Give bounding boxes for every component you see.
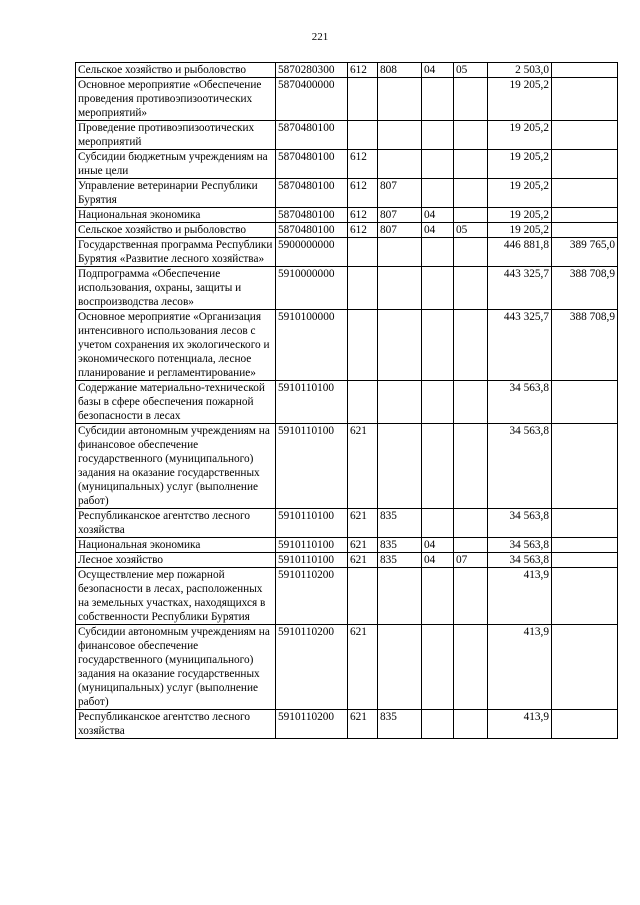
cell-subsection [454, 381, 488, 424]
cell-expense-type: 621 [348, 625, 378, 710]
table-row [76, 424, 618, 509]
cell-sum-1: 34 563,8 [488, 381, 552, 424]
cell-target-article: 5870480100 [276, 223, 348, 238]
cell-target-article: 5910110200 [276, 710, 348, 739]
cell-section: 04 [422, 553, 454, 568]
cell-sum-1: 19 205,2 [488, 223, 552, 238]
cell-administrator [378, 121, 422, 150]
cell-sum-1: 2 503,0 [488, 63, 552, 78]
table-row [76, 710, 618, 739]
cell-target-article: 5910110200 [276, 568, 348, 625]
cell-administrator [378, 310, 422, 381]
cell-expense-type [348, 381, 378, 424]
cell-sum-2 [552, 538, 618, 553]
cell-name: Основное мероприятие «Обеспечение проведения противоэпизоотических мероприятий» [76, 78, 276, 121]
cell-name: Сельское хозяйство и рыболовство [76, 223, 276, 238]
cell-sum-2 [552, 553, 618, 568]
cell-sum-1: 413,9 [488, 710, 552, 739]
cell-target-article: 5870400000 [276, 78, 348, 121]
cell-subsection [454, 710, 488, 739]
cell-sum-1: 19 205,2 [488, 179, 552, 208]
cell-subsection: 05 [454, 223, 488, 238]
cell-section [422, 509, 454, 538]
cell-subsection [454, 424, 488, 509]
cell-name: Проведение противоэпизоотических мероприятий [76, 121, 276, 150]
cell-sum-1: 443 325,7 [488, 267, 552, 310]
table-row [76, 208, 618, 223]
table-row [76, 553, 618, 568]
cell-sum-1: 34 563,8 [488, 509, 552, 538]
cell-expense-type: 612 [348, 208, 378, 223]
cell-administrator [378, 78, 422, 121]
cell-subsection [454, 538, 488, 553]
cell-expense-type: 612 [348, 223, 378, 238]
table-row [76, 78, 618, 121]
cell-subsection [454, 267, 488, 310]
cell-administrator: 835 [378, 710, 422, 739]
cell-administrator [378, 625, 422, 710]
cell-sum-2 [552, 121, 618, 150]
cell-sum-2 [552, 150, 618, 179]
page-number: 221 [311, 31, 329, 43]
cell-sum-1: 34 563,8 [488, 553, 552, 568]
cell-target-article: 5870480100 [276, 150, 348, 179]
cell-sum-1: 34 563,8 [488, 424, 552, 509]
cell-name: Субсидии автономным учреждениям на финансовое обеспечение государственного (муниципального) задания на оказание государственных (муниципальных) услуг (выполнение работ) [76, 625, 276, 710]
table-row [76, 150, 618, 179]
cell-target-article: 5910110100 [276, 509, 348, 538]
cell-subsection: 07 [454, 553, 488, 568]
cell-administrator: 807 [378, 179, 422, 208]
cell-administrator: 807 [378, 208, 422, 223]
cell-sum-1: 413,9 [488, 625, 552, 710]
cell-expense-type: 621 [348, 710, 378, 739]
cell-administrator [378, 150, 422, 179]
cell-administrator: 835 [378, 553, 422, 568]
table-row [76, 625, 618, 710]
cell-section [422, 150, 454, 179]
table-row [76, 509, 618, 538]
cell-name: Подпрограмма «Обеспечение использования, охраны, защиты и воспроизводства лесов» [76, 267, 276, 310]
cell-expense-type: 621 [348, 509, 378, 538]
cell-name: Субсидии бюджетным учреждениям на иные цели [76, 150, 276, 179]
table-row [76, 223, 618, 238]
cell-subsection: 05 [454, 63, 488, 78]
cell-section [422, 710, 454, 739]
table-row [76, 568, 618, 625]
cell-name: Основное мероприятие «Организация интенсивного использования лесов с учетом сохранения их экологического и экономического потенциала, лесное планирование и регламентирование» [76, 310, 276, 381]
cell-target-article: 5870480100 [276, 208, 348, 223]
cell-section [422, 238, 454, 267]
table-row [76, 179, 618, 208]
cell-expense-type: 621 [348, 538, 378, 553]
cell-sum-2 [552, 625, 618, 710]
table-row [76, 63, 618, 78]
cell-subsection [454, 150, 488, 179]
cell-sum-1: 446 881,8 [488, 238, 552, 267]
cell-sum-2 [552, 179, 618, 208]
cell-sum-1: 19 205,2 [488, 121, 552, 150]
cell-name: Управление ветеринарии Республики Бурятия [76, 179, 276, 208]
cell-subsection [454, 625, 488, 710]
cell-name: Республиканское агентство лесного хозяйства [76, 710, 276, 739]
cell-section [422, 121, 454, 150]
cell-sum-2 [552, 381, 618, 424]
cell-target-article: 5910110100 [276, 381, 348, 424]
cell-target-article: 5910110200 [276, 625, 348, 710]
cell-sum-2 [552, 223, 618, 238]
cell-section [422, 310, 454, 381]
budget-table [75, 62, 618, 739]
cell-target-article: 5910100000 [276, 310, 348, 381]
cell-subsection [454, 238, 488, 267]
cell-expense-type: 621 [348, 553, 378, 568]
cell-sum-1: 19 205,2 [488, 208, 552, 223]
cell-name: Осуществление мер пожарной безопасности в лесах, расположенных на земельных участках, находящихся в собственности Республики Бурятия [76, 568, 276, 625]
cell-sum-2 [552, 63, 618, 78]
cell-sum-1: 34 563,8 [488, 538, 552, 553]
cell-target-article: 5870280300 [276, 63, 348, 78]
cell-expense-type [348, 121, 378, 150]
cell-sum-1: 19 205,2 [488, 78, 552, 121]
cell-sum-2: 388 708,9 [552, 310, 618, 381]
cell-sum-2 [552, 568, 618, 625]
cell-section [422, 381, 454, 424]
cell-target-article: 5910000000 [276, 267, 348, 310]
cell-target-article: 5870480100 [276, 179, 348, 208]
cell-name: Содержание материально-технической базы в сфере обеспечения пожарной безопасности в лесах [76, 381, 276, 424]
cell-name: Субсидии автономным учреждениям на финансовое обеспечение государственного (муниципального) задания на оказание государственных (муниципальных) услуг (выполнение работ) [76, 424, 276, 509]
table-row [76, 238, 618, 267]
cell-expense-type: 612 [348, 150, 378, 179]
cell-sum-2 [552, 424, 618, 509]
cell-section [422, 179, 454, 208]
cell-section: 04 [422, 63, 454, 78]
cell-administrator [378, 424, 422, 509]
cell-subsection [454, 310, 488, 381]
table-row [76, 538, 618, 553]
cell-subsection [454, 208, 488, 223]
cell-name: Сельское хозяйство и рыболовство [76, 63, 276, 78]
cell-administrator: 808 [378, 63, 422, 78]
cell-subsection [454, 121, 488, 150]
cell-expense-type [348, 267, 378, 310]
cell-administrator [378, 267, 422, 310]
cell-name: Государственная программа Республики Бурятия «Развитие лесного хозяйства» [76, 238, 276, 267]
cell-target-article: 5910110100 [276, 538, 348, 553]
cell-sum-1: 413,9 [488, 568, 552, 625]
cell-section: 04 [422, 208, 454, 223]
cell-administrator [378, 568, 422, 625]
cell-name: Лесное хозяйство [76, 553, 276, 568]
cell-section [422, 78, 454, 121]
cell-section [422, 568, 454, 625]
cell-expense-type [348, 310, 378, 381]
cell-section [422, 424, 454, 509]
cell-administrator: 807 [378, 223, 422, 238]
cell-section: 04 [422, 223, 454, 238]
cell-section [422, 267, 454, 310]
cell-subsection [454, 568, 488, 625]
cell-name: Национальная экономика [76, 538, 276, 553]
table-row [76, 310, 618, 381]
cell-sum-2 [552, 509, 618, 538]
cell-name: Республиканское агентство лесного хозяйства [76, 509, 276, 538]
cell-expense-type: 612 [348, 179, 378, 208]
cell-target-article: 5870480100 [276, 121, 348, 150]
cell-target-article: 5910110100 [276, 553, 348, 568]
table-row [76, 381, 618, 424]
cell-name: Национальная экономика [76, 208, 276, 223]
cell-expense-type: 621 [348, 424, 378, 509]
cell-sum-2 [552, 78, 618, 121]
cell-target-article: 5900000000 [276, 238, 348, 267]
cell-expense-type [348, 78, 378, 121]
cell-section [422, 625, 454, 710]
cell-subsection [454, 509, 488, 538]
cell-sum-2 [552, 208, 618, 223]
cell-target-article: 5910110100 [276, 424, 348, 509]
cell-expense-type [348, 238, 378, 267]
cell-administrator [378, 238, 422, 267]
cell-expense-type: 612 [348, 63, 378, 78]
cell-sum-2: 389 765,0 [552, 238, 618, 267]
cell-subsection [454, 179, 488, 208]
cell-subsection [454, 78, 488, 121]
cell-sum-2: 388 708,9 [552, 267, 618, 310]
cell-section: 04 [422, 538, 454, 553]
cell-sum-1: 443 325,7 [488, 310, 552, 381]
cell-administrator: 835 [378, 509, 422, 538]
table-row [76, 267, 618, 310]
cell-administrator [378, 381, 422, 424]
cell-sum-1: 19 205,2 [488, 150, 552, 179]
budget-table-body [76, 63, 618, 739]
cell-administrator: 835 [378, 538, 422, 553]
cell-sum-2 [552, 710, 618, 739]
cell-expense-type [348, 568, 378, 625]
table-row [76, 121, 618, 150]
